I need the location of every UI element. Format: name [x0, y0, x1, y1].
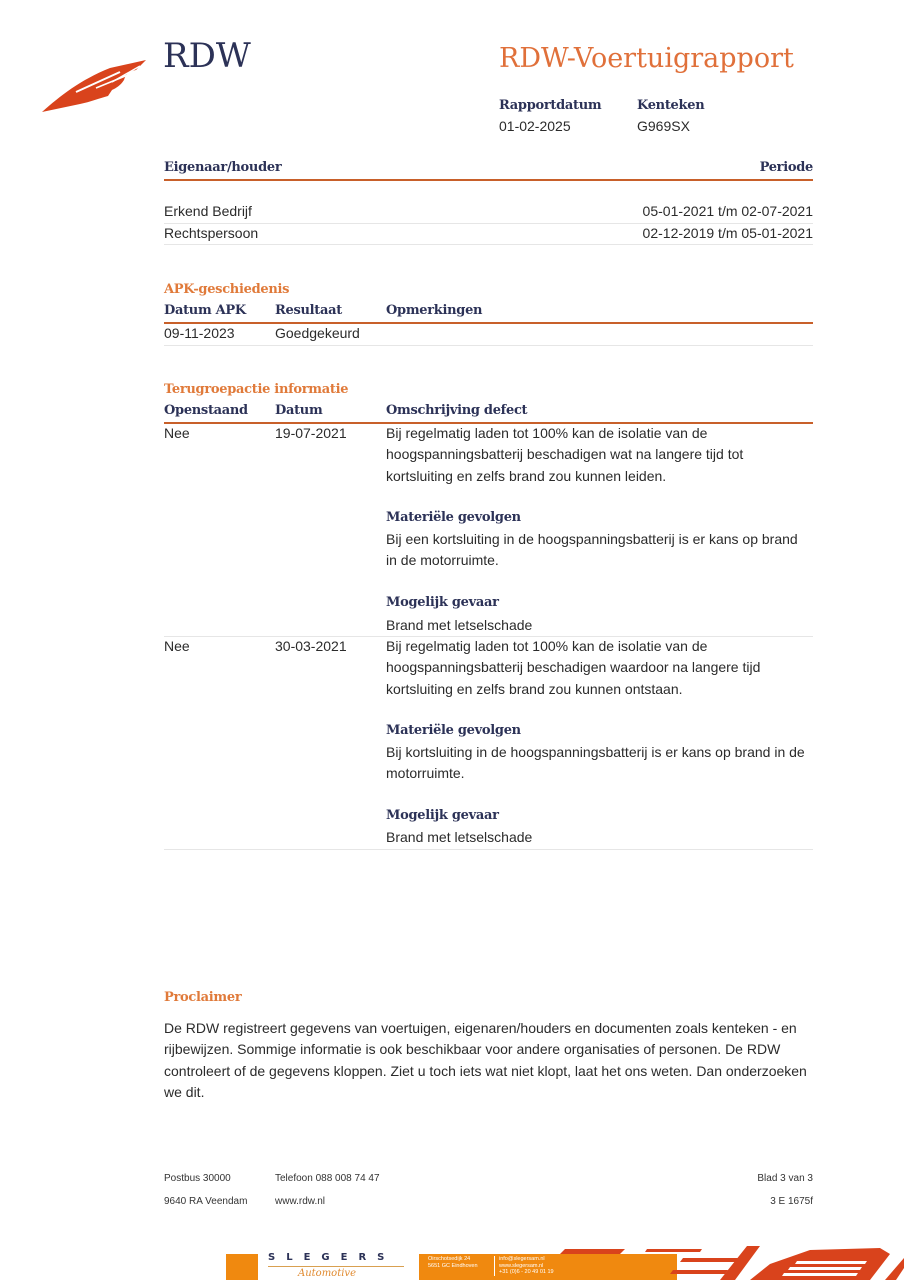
footer-city: 9640 RA Veendam — [164, 1196, 248, 1207]
footer-phone: Telefoon 088 008 74 47 — [275, 1173, 380, 1184]
apk-row-result: Goedgekeurd — [275, 325, 360, 341]
footer-page-number: Blad 3 van 3 — [757, 1173, 813, 1184]
apk-col-date: Datum APK — [164, 303, 246, 318]
proclaimer-text: De RDW registreert gegevens van voertuigen, eigenaren/houders en documenten zoals kenteken - en rijbewijzen. Sommige informatie is ook beschikbaar voor andere organisaties of personen. De RDW controleert of de gegevens kloppen. Ziet u toch iets wat niet klopt, laat het ons weten. Dan onderzoeken we dit. — [164, 1020, 807, 1101]
apk-col-remarks: Opmerkingen — [386, 303, 483, 318]
slegers-logo — [268, 1252, 408, 1280]
recall-description: Bij regelmatig laden tot 100% kan de isolatie van de hoogspanningsbatterij beschadigen wat na langere tijd tot kortsluiting en zelfs brand zou kunnen leiden. — [386, 425, 744, 484]
report-date-label: Rapportdatum — [499, 98, 602, 113]
logo-text: RDW — [163, 36, 251, 76]
consequences-label: Materiële gevolgen — [386, 723, 521, 738]
rdw-logo — [40, 58, 148, 114]
apk-row-date: 09-11-2023 — [164, 325, 235, 341]
recall-col-description: Omschrijving defect — [386, 403, 528, 418]
apk-rule — [164, 322, 813, 324]
recall-col-open: Openstaand — [164, 403, 248, 418]
apk-section-title: APK-geschiedenis — [164, 282, 290, 297]
banner-speed-stripes-icon — [560, 1244, 904, 1280]
recall-date: 19-07-2021 — [275, 425, 347, 441]
recall-open: Nee — [164, 425, 190, 441]
slegers-sub: Automotive — [298, 1268, 356, 1279]
footer-doc-code: 3 E 1675f — [770, 1196, 813, 1207]
report-date-value: 01-02-2025 — [499, 118, 571, 134]
banner-website[interactable]: www.slegersam.nl — [499, 1262, 544, 1269]
row-divider — [164, 849, 813, 850]
consequences-text: Bij kortsluiting in de hoogspanningsbatterij is er kans op brand in de motorruimte. — [386, 744, 805, 782]
row-divider — [164, 223, 813, 224]
proclaimer-title: Proclaimer — [164, 990, 242, 1005]
banner-email[interactable]: info@slegersam.nl — [499, 1256, 545, 1262]
period-header: Periode — [759, 160, 813, 175]
banner-phone: +31 (0)6 - 20 49 01 19 — [499, 1269, 554, 1275]
dealer-banner — [0, 1244, 904, 1280]
owners-rule — [164, 179, 813, 181]
owner-row-period: 05-01-2021 t/m 02-07-2021 — [642, 203, 813, 219]
owners-header: Eigenaar/houder — [164, 160, 282, 175]
banner-orange-block-left — [226, 1254, 258, 1280]
owner-row-name: Erkend Bedrijf — [164, 203, 252, 219]
danger-label: Mogelijk gevaar — [386, 808, 499, 823]
rdw-feather-icon — [40, 58, 148, 114]
banner-address-1: Oirschotsedijk 24 — [428, 1256, 471, 1262]
danger-text: Brand met letselschade — [386, 617, 533, 633]
footer-postbus: Postbus 30000 — [164, 1173, 231, 1184]
row-divider — [164, 244, 813, 245]
footer-website[interactable]: www.rdw.nl — [275, 1196, 326, 1207]
consequences-label: Materiële gevolgen — [386, 510, 521, 525]
recall-date: 30-03-2021 — [275, 638, 347, 654]
recall-open: Nee — [164, 638, 190, 654]
slegers-brand: SLEGERS — [268, 1252, 396, 1263]
apk-col-result: Resultaat — [275, 303, 342, 318]
danger-text: Brand met letselschade — [386, 829, 533, 845]
danger-label: Mogelijk gevaar — [386, 595, 499, 610]
consequences-text: Bij een kortsluiting in de hoogspanningsbatterij is er kans op brand in de motorruimte. — [386, 531, 798, 569]
banner-address-2: 5651 GC Eindhoven — [428, 1262, 478, 1269]
recall-col-date: Datum — [275, 403, 323, 418]
recall-description: Bij regelmatig laden tot 100% kan de isolatie van de hoogspanningsbatterij beschadigen waardoor na langere tijd kortsluiting en zelfs brand zou kunnen ontstaan. — [386, 638, 761, 697]
plate-label: Kenteken — [637, 98, 705, 113]
row-divider — [164, 345, 813, 346]
owner-row-name: Rechtspersoon — [164, 225, 259, 241]
report-title: RDW-Voertuigrapport — [499, 43, 794, 74]
plate-value: G969SX — [637, 118, 690, 134]
owner-row-period: 02-12-2019 t/m 05-01-2021 — [642, 225, 813, 241]
recall-section-title: Terugroepactie informatie — [164, 382, 349, 397]
